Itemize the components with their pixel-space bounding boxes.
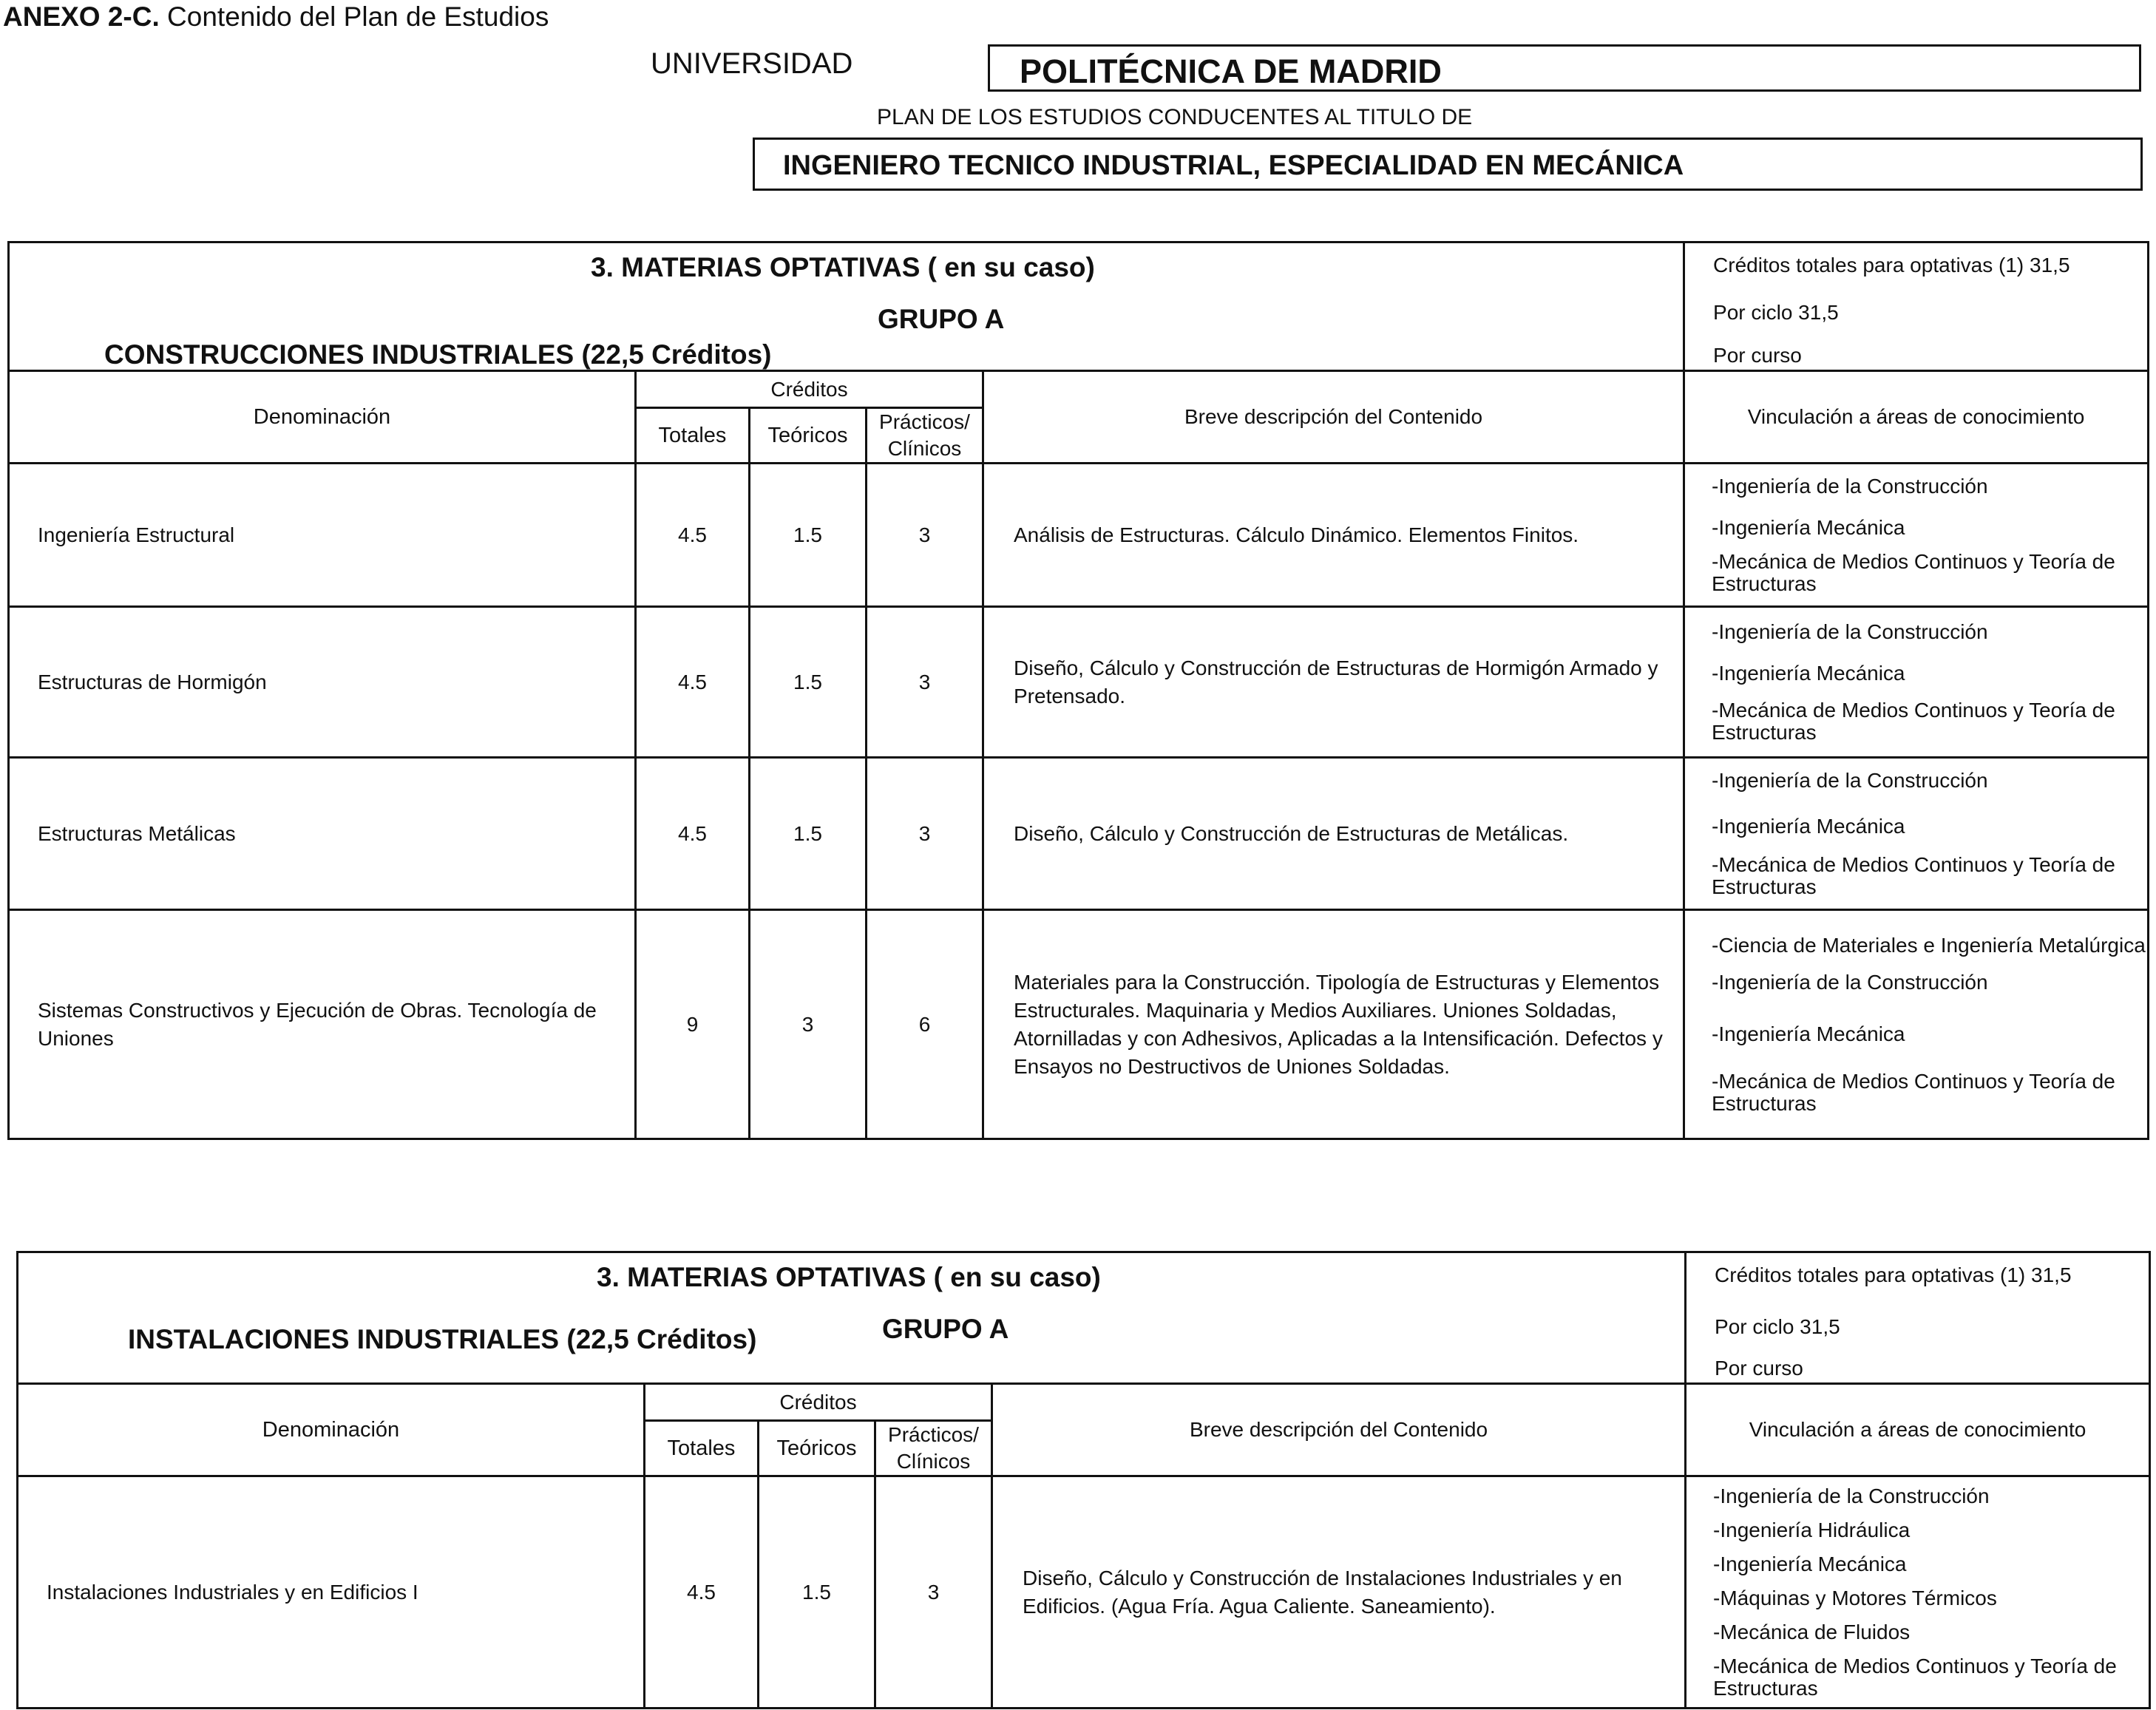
subject-description: Diseño, Cálculo y Construcción de Instalaciones Industriales y en Edificios. (Agua Fría. Agua Caliente. Saneamiento). [992, 1476, 1686, 1709]
subject-name: Ingeniería Estructural [9, 464, 636, 607]
credits-per-cycle: Por ciclo 31,5 [1713, 301, 1839, 324]
block-title: INSTALACIONES INDUSTRIALES (22,5 Créditos) [128, 1324, 757, 1354]
credits-per-course: Por curso [1713, 344, 1802, 367]
col-header-totales: Totales [645, 1421, 759, 1476]
knowledge-areas [1684, 910, 2149, 1139]
col-header-totales: Totales [636, 408, 750, 464]
group-label: GRUPO A [878, 304, 1005, 334]
credits-totales: 4.5 [636, 758, 750, 910]
knowledge-areas [1684, 758, 2149, 910]
area-item: -Ingeniería Mecánica [1712, 661, 1905, 685]
credits-totales: 9 [636, 910, 750, 1139]
subject-name: Estructuras Metálicas [9, 758, 636, 910]
annex-title: Contenido del Plan de Estudios [167, 1, 549, 32]
credits-totales: 4.5 [636, 607, 750, 758]
subject-name: Instalaciones Industriales y en Edificios I [18, 1476, 645, 1709]
area-item: -Ingeniería Mecánica [1712, 515, 1905, 539]
area-item: -Mecánica de Medios Continuos y Teoría de Estructuras [1712, 1069, 2115, 1115]
col-header-practicos-line2: Clínicos [887, 437, 962, 460]
area-item: -Ingeniería de la Construcción [1713, 1484, 1990, 1507]
credits-teoricos: 1.5 [750, 464, 867, 607]
degree-title: INGENIERO TECNICO INDUSTRIAL, ESPECIALIDAD EN MECÁNICA [783, 150, 1684, 181]
university-label: UNIVERSIDAD [651, 47, 853, 80]
plan-label: PLAN DE LOS ESTUDIOS CONDUCENTES AL TITULO DE [877, 105, 1473, 129]
group-label: GRUPO A [882, 1314, 1009, 1344]
block-title: CONSTRUCCIONES INDUSTRIALES (22,5 Créditos) [104, 339, 772, 370]
area-item: -Mecánica de Medios Continuos y Teoría de Estructuras [1712, 698, 2115, 744]
area-item: -Mecánica de Fluidos [1713, 1620, 1911, 1643]
credits-teoricos: 3 [750, 910, 867, 1139]
table-row [18, 1476, 2150, 1709]
col-header-descripcion: Breve descripción del Contenido [992, 1384, 1686, 1476]
annex-heading [3, 1, 549, 33]
credits-totales: 4.5 [645, 1476, 759, 1709]
col-header-vinculacion: Vinculación a áreas de conocimiento [1686, 1384, 2150, 1476]
col-header-creditos: Créditos [636, 371, 983, 408]
optional-subjects-table-construcciones [7, 241, 2149, 1140]
area-item: -Máquinas y Motores Térmicos [1713, 1586, 1997, 1609]
credits-total: Créditos totales para optativas (1) 31,5 [1715, 1263, 2072, 1286]
credits-practicos: 6 [867, 910, 983, 1139]
credits-teoricos: 1.5 [759, 1476, 875, 1709]
credits-teoricos: 1.5 [750, 758, 867, 910]
col-header-vinculacion: Vinculación a áreas de conocimiento [1684, 371, 2149, 464]
optional-subjects-table-instalaciones [16, 1251, 2151, 1709]
section-title: 3. MATERIAS OPTATIVAS ( en su caso) [597, 1262, 1101, 1292]
credits-practicos: 3 [867, 464, 983, 607]
area-item: -Mecánica de Medios Continuos y Teoría de Estructuras [1713, 1654, 2117, 1700]
area-item: -Mecánica de Medios Continuos y Teoría de Estructuras [1712, 549, 2115, 595]
credits-practicos: 3 [867, 607, 983, 758]
subject-name: Sistemas Constructivos y Ejecución de Obras. Tecnología de Uniones [9, 910, 636, 1139]
area-item: -Ciencia de Materiales e Ingeniería Metalúrgica [1712, 933, 2146, 957]
col-header-practicos-line1: Prácticos/ [879, 410, 970, 433]
subject-description: Diseño, Cálculo y Construcción de Estructuras de Hormigón Armado y Pretensado. [983, 607, 1684, 758]
section-header [18, 1252, 1686, 1384]
table-row [9, 910, 2149, 1139]
area-item: -Ingeniería Hidráulica [1713, 1518, 1911, 1541]
credits-practicos: 3 [867, 758, 983, 910]
degree-box [753, 138, 2143, 191]
col-header-creditos: Créditos [645, 1384, 992, 1421]
annex-number: ANEXO 2-C. [3, 1, 160, 32]
col-header-practicos [875, 1421, 992, 1476]
knowledge-areas [1684, 464, 2149, 607]
credits-total: Créditos totales para optativas (1) 31,5 [1713, 254, 2070, 276]
col-header-descripcion: Breve descripción del Contenido [983, 371, 1684, 464]
col-header-teoricos: Teóricos [750, 408, 867, 464]
col-header-denominacion: Denominación [9, 371, 636, 464]
subject-description: Análisis de Estructuras. Cálculo Dinámico. Elementos Finitos. [983, 464, 1684, 607]
credits-teoricos: 1.5 [750, 607, 867, 758]
area-item: -Ingeniería Mecánica [1713, 1552, 1907, 1575]
subject-name: Estructuras de Hormigón [9, 607, 636, 758]
col-header-denominacion: Denominación [18, 1384, 645, 1476]
area-item: -Ingeniería de la Construcción [1712, 768, 1988, 792]
credits-totales: 4.5 [636, 464, 750, 607]
knowledge-areas [1684, 607, 2149, 758]
credit-info [1686, 1252, 2150, 1384]
credits-per-cycle: Por ciclo 31,5 [1715, 1315, 1840, 1338]
table-row [9, 464, 2149, 607]
area-item: -Ingeniería de la Construcción [1712, 474, 1988, 498]
table-row [9, 607, 2149, 758]
table-row [9, 758, 2149, 910]
university-box [988, 44, 2141, 92]
section-header [9, 242, 1684, 371]
col-header-practicos-line1: Prácticos/ [888, 1423, 979, 1446]
area-item: -Ingeniería de la Construcción [1712, 620, 1988, 643]
area-item: -Ingeniería Mecánica [1712, 814, 1905, 838]
col-header-teoricos: Teóricos [759, 1421, 875, 1476]
area-item: -Mecánica de Medios Continuos y Teoría de Estructuras [1712, 852, 2115, 898]
section-title: 3. MATERIAS OPTATIVAS ( en su caso) [591, 252, 1095, 282]
col-header-practicos-line2: Clínicos [896, 1450, 971, 1473]
knowledge-areas [1686, 1476, 2150, 1709]
area-item: -Ingeniería de la Construcción [1712, 970, 1988, 994]
subject-description: Materiales para la Construcción. Tipología de Estructuras y Elementos Estructurales. Maquinaria y Medios Auxiliares. Uniones Soldadas, Atornilladas y con Adhesivos, Aplicadas a la Intensificación. Defectos y Ensayos no Destructivos de Uniones Soldadas. [983, 910, 1684, 1139]
col-header-practicos [867, 408, 983, 464]
credits-practicos: 3 [875, 1476, 992, 1709]
subject-description: Diseño, Cálculo y Construcción de Estructuras de Metálicas. [983, 758, 1684, 910]
credit-info [1684, 242, 2149, 371]
university-name: POLITÉCNICA DE MADRID [1020, 52, 1442, 90]
area-item: -Ingeniería Mecánica [1712, 1022, 1905, 1045]
credits-per-course: Por curso [1715, 1357, 1803, 1380]
